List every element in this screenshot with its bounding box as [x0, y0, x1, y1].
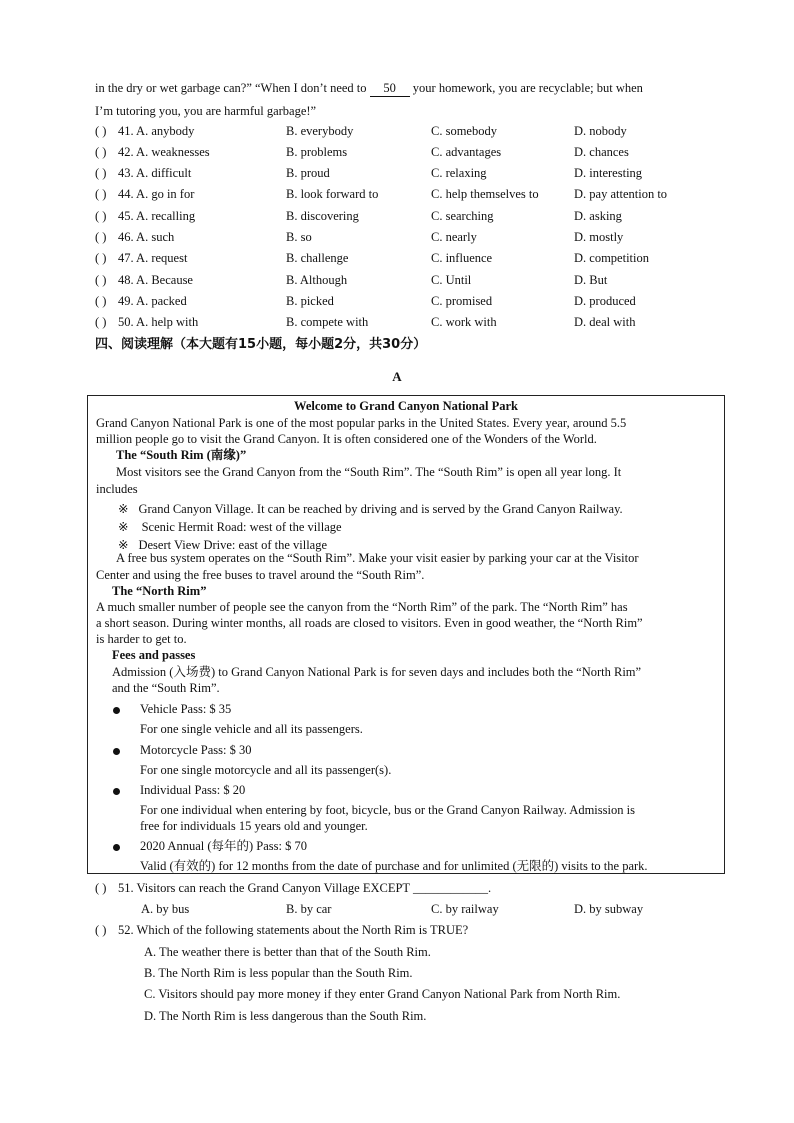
- option-a: 47. A. request: [118, 251, 188, 265]
- passage-letter: A: [392, 369, 402, 384]
- question-48: [95, 272, 725, 290]
- passage-box: [87, 395, 725, 874]
- admission-line2: and the “South Rim”.: [112, 681, 220, 695]
- option-a: 44. A. go in for: [118, 187, 195, 201]
- option-c: C. nearly: [431, 230, 477, 244]
- north-rim-line3: is harder to get to.: [96, 632, 187, 646]
- option-d: D. nobody: [574, 124, 627, 138]
- option-b: B. picked: [286, 294, 334, 308]
- option-d: D. mostly: [574, 230, 624, 244]
- reference-mark-icon: ※: [118, 501, 129, 516]
- option-d: D. asking: [574, 209, 622, 223]
- option-a: A. by bus: [141, 902, 190, 916]
- option-a: 42. A. weaknesses: [118, 145, 210, 159]
- south-item-desert-view: ※ Desert View Drive: east of the village: [118, 537, 328, 552]
- option-b: B. challenge: [286, 251, 349, 265]
- question-52-option-a: A. The weather there is better than that of the South Rim.: [144, 945, 431, 959]
- intro-line-1: in the dry or wet garbage can?” “When I don’t need to 50 your homework, you are recyclable; but when: [95, 81, 643, 95]
- passage-p1-line1: Grand Canyon National Park is one of the most popular parks in the United States. Every year, around 5.5: [96, 416, 627, 430]
- option-a: 45. A. recalling: [118, 209, 196, 223]
- bullet-icon: [113, 844, 120, 851]
- option-d: D. interesting: [574, 166, 643, 180]
- option-d: D. by subway: [574, 902, 644, 916]
- option-c: C. somebody: [431, 124, 497, 138]
- option-d: D. pay attention to: [574, 187, 668, 201]
- answer-paren[interactable]: ( ): [95, 166, 107, 180]
- south-item-hermit-road: ※ Scenic Hermit Road: west of the village: [118, 519, 342, 534]
- admission-line1: Admission (入场费) to Grand Canyon National Park is for seven days and includes both the “North Rim”: [112, 665, 642, 679]
- north-rim-line2: a short season. During winter months, all roads are closed to visitors. Even in good weather, the “North Rim”: [96, 616, 643, 630]
- question-41: [95, 123, 725, 141]
- south-item-village: ※ Grand Canyon Village. It can be reached by driving and is served by the Grand Canyon Railway.: [118, 501, 623, 516]
- option-c: C. by railway: [431, 902, 499, 916]
- option-b: B. look forward to: [286, 187, 379, 201]
- option-c: C. relaxing: [431, 166, 487, 180]
- individual-pass-desc1: For one individual when entering by foot, bicycle, bus or the Grand Canyon Railway. Admission is: [140, 803, 635, 817]
- option-b: B. problems: [286, 145, 348, 159]
- reference-mark-icon: ※: [118, 537, 129, 552]
- option-d: D. chances: [574, 145, 629, 159]
- question-42: [95, 144, 725, 162]
- south-rim-line1: Most visitors see the Grand Canyon from the “South Rim”. The “South Rim” is open all year long. It: [116, 465, 622, 479]
- question-51-options: [95, 901, 725, 921]
- south-rim-heading: The “South Rim (南缘)”: [116, 448, 247, 462]
- question-50: [95, 314, 725, 332]
- option-d: D. produced: [574, 294, 636, 308]
- bullet-icon: [113, 748, 120, 755]
- south-rim-line2: includes: [96, 482, 138, 496]
- option-c: C. influence: [431, 251, 493, 265]
- question-46: [95, 229, 725, 247]
- option-d: D. competition: [574, 251, 649, 265]
- answer-paren[interactable]: ( ): [95, 273, 107, 287]
- individual-pass-desc2: free for individuals 15 years old and younger.: [140, 819, 368, 833]
- question-43: [95, 165, 725, 183]
- answer-paren[interactable]: ( ): [95, 230, 107, 244]
- bullet-icon: [113, 788, 120, 795]
- option-b: B. compete with: [286, 315, 369, 329]
- option-d: D. deal with: [574, 315, 636, 329]
- passage-p1-line2: million people go to visit the Grand Canyon. It is often considered one of the Wonders of the World.: [96, 432, 597, 446]
- motorcycle-pass-desc: For one single motorcycle and all its passenger(s).: [140, 763, 392, 777]
- annual-pass-name: 2020 Annual (每年的) Pass: $ 70: [140, 839, 308, 853]
- motorcycle-pass-name: Motorcycle Pass: $ 30: [140, 743, 252, 757]
- answer-paren[interactable]: ( ): [95, 923, 107, 937]
- option-a: 43. A. difficult: [118, 166, 192, 180]
- option-c: C. Until: [431, 273, 472, 287]
- question-44: [95, 186, 725, 204]
- blank-50: 50: [370, 82, 410, 97]
- fees-heading: Fees and passes: [112, 648, 196, 662]
- question-52-option-c: C. Visitors should pay more money if they enter Grand Canyon National Park from North Rim.: [144, 987, 621, 1001]
- option-c: C. help themselves to: [431, 187, 539, 201]
- vehicle-pass-name: Vehicle Pass: $ 35: [140, 702, 232, 716]
- north-rim-line1: A much smaller number of people see the canyon from the “North Rim” of the park. The “North Rim” has: [96, 600, 628, 614]
- question-52-option-b: B. The North Rim is less popular than the South Rim.: [144, 966, 413, 980]
- option-a: 49. A. packed: [118, 294, 187, 308]
- annual-pass-desc: Valid (有效的) for 12 months from the date of purchase and for unlimited (无限的) visits to the park.: [140, 859, 648, 873]
- option-a: 46. A. such: [118, 230, 175, 244]
- individual-pass-name: Individual Pass: $ 20: [140, 783, 246, 797]
- option-a: 50. A. help with: [118, 315, 199, 329]
- option-b: B. Although: [286, 273, 348, 287]
- answer-paren[interactable]: ( ): [95, 294, 107, 308]
- answer-paren[interactable]: ( ): [95, 145, 107, 159]
- question-51: [95, 880, 725, 900]
- reference-mark-icon: ※: [118, 519, 129, 534]
- option-c: C. advantages: [431, 145, 502, 159]
- option-b: B. proud: [286, 166, 330, 180]
- question-49: [95, 293, 725, 311]
- option-b: B. so: [286, 230, 312, 244]
- bus-line2: Center and using the free buses to travel around the “South Rim”.: [96, 568, 425, 582]
- question-45: [95, 208, 725, 226]
- question-47: [95, 250, 725, 268]
- answer-paren[interactable]: ( ): [95, 251, 107, 265]
- north-rim-heading: The “North Rim”: [112, 584, 207, 598]
- option-a: 48. A. Because: [118, 273, 193, 287]
- option-a: 41. A. anybody: [118, 124, 195, 138]
- answer-paren[interactable]: ( ): [95, 187, 107, 201]
- answer-paren[interactable]: ( ): [95, 209, 107, 223]
- passage-title: Welcome to Grand Canyon National Park: [294, 399, 518, 413]
- bus-line1: A free bus system operates on the “South Rim”. Make your visit easier by parking your car at the Visitor: [116, 551, 639, 565]
- question-51-stem: 51. Visitors can reach the Grand Canyon Village EXCEPT ____________.: [118, 881, 492, 895]
- bullet-icon: [113, 707, 120, 714]
- vehicle-pass-desc: For one single vehicle and all its passengers.: [140, 722, 363, 736]
- option-d: D. But: [574, 273, 608, 287]
- question-52-stem: 52. Which of the following statements about the North Rim is TRUE?: [118, 923, 469, 937]
- option-c: C. promised: [431, 294, 493, 308]
- option-b: B. everybody: [286, 124, 354, 138]
- option-b: B. discovering: [286, 209, 359, 223]
- option-c: C. work with: [431, 315, 497, 329]
- cloze-passage-end: [95, 80, 725, 120]
- section-title: 四、阅读理解（本大题有15小题，每小题2分，共30分）: [95, 337, 427, 352]
- answer-paren[interactable]: ( ): [95, 315, 107, 329]
- question-52-option-d: D. The North Rim is less dangerous than the South Rim.: [144, 1009, 427, 1023]
- intro-line-2: I’m tutoring you, you are harmful garbage!”: [95, 103, 317, 118]
- option-b: B. by car: [286, 902, 332, 916]
- question-52: [95, 922, 725, 942]
- answer-paren[interactable]: ( ): [95, 881, 107, 895]
- answer-paren[interactable]: ( ): [95, 124, 107, 138]
- option-c: C. searching: [431, 209, 494, 223]
